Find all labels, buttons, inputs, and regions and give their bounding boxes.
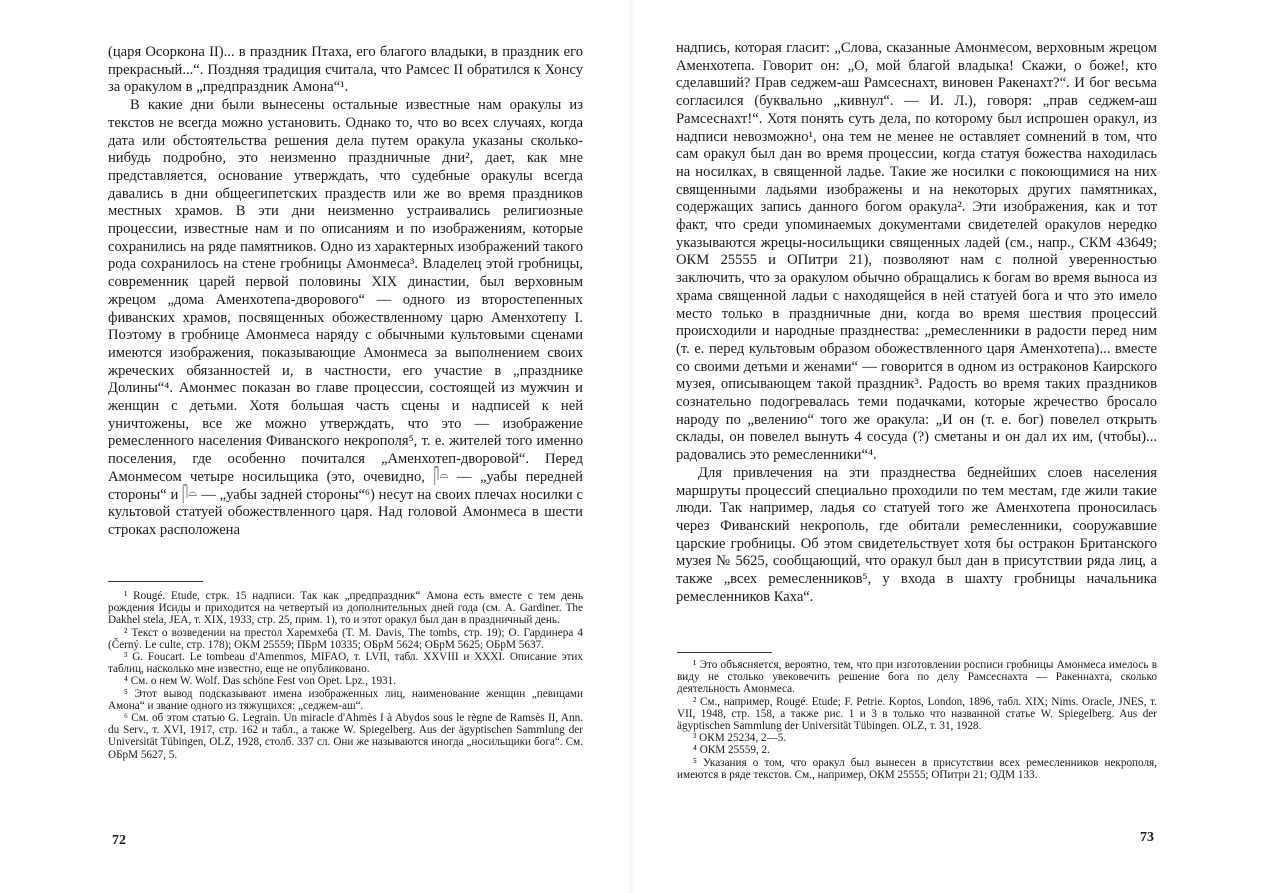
right-footnote-5: ⁵ Указания о том, что оракул был вынесен в присутствии всех ремесленников некрополя, имеются в ряде текстов. См., например, ОКМ 25555; ОПитри 21; ОДМ 133.: [677, 756, 1157, 781]
left-paragraph-2: В какие дни были вынесены остальные известные нам оракулы из текстов не всегда можно установить. Однако то, что во всех случаях, когда дата или обстоятельства решения дела путем оракула указаны сколько-нибудь подробно, это неизменно праздничные дни², дает, как мне представляется, основание утверждать, что судебные оракулы всегда давались в дни общеегипетских праздеств или же во время праздников местных храмов. В эти дни неизменно устраивались религиозные процессии, известные нам и по описаниям и по изображениям, которые сохранились на ряде памятников. Одно из характерных изображений такого рода сохранилось на стене гробницы Амонмеса³. Владелец этой гробницы, современник царей первой половины XIX династии, был верховным жрецом „дома Аменхотепа-дворового“ — одного из второстепенных фиванских храмов, посвященных обожествленному царю Аменхотепу I. Поэтому в гробнице Амонмеса наряду с обычными культовыми сценами имеются изображения, показывающие Амонмеса за выполнением своих жреческих обязанностей и, в частности, его участие в „празднике Долины“⁴. Амонмес показан во главе процессии, состоящей из мужчин и женщин с детьми. Хотя большая часть сцены и надписей к ней уничтожены, все же можно утверждать, что это — изображение ремесленного населения Фиванского некрополя⁵, т. е. жителей того именно поселения, где особенно почитался „Аменхотеп-дворовой“. Перед Амонмесом четыре носильщика (это, очевидно, 𓋴𓏏 — „уабы передней стороны“ и 𓋴𓏏 — „уабы задней стороны“⁶) несут на своих плечах носилки с культовой статуей обожествленного царя. Над головой Амонмеса в шести строках расположена: [108, 97, 583, 538]
left-footnote-5: ⁵ Этот вывод подсказывают имена изображенных лиц, наименование женщин „певицами Амона“ и звание одного из тяжущихся: „седжем-аш“.: [108, 687, 583, 712]
left-footnote-4: ⁴ См. о нем W. Wolf. Das schöne Fest von Opet. Lpz., 1931.: [124, 675, 397, 688]
right-footnote-4: ⁴ ОКМ 25559, 2.: [693, 744, 770, 757]
right-footnote-2: ² См., например, Rougé. Etude; F. Petrie. Koptos, London, 1896, табл. XIX; Nims. Oracle, JNES, т. VII, 1948, стр. 158, а также рис. 1 и 3 в только что названной статье W. Spiegelberg. Aus der ägyptischen Sammlung der Universität Tübingen. OLZ, т. 31, 1928.: [677, 695, 1157, 733]
right-paragraph-1: надпись, которая гласит: „Слова, сказанные Амонмесом, верховным жрецом Аменхотепа. Говорит он: „О, мой благой владыка! Скажи, о боже!, кто сделавший? Прав седжем-аш Рамсеснахт, виновен Ракенахт?“. И бог весьма согласился (буквально „кивнул“. — И. Л.), говоря: „прав седжем-аш Рамсеснахт!“. Хотя понять суть дела, по которому был испрошен оракул, из надписи невозможно¹, она тем не менее не оставляет сомнений в том, что сам оракул был дан во время процессии, когда статуя божества находилась на носилках, в священной ладье. Такие же носилки с покоющимися на них священными ладьями изображены и на некоторых других памятниках, содержащих запись данного богом оракула². Эти изображения, как и тот факт, что среди упоминаемых документами свидетелей оракулов нередко указываются жрецы-носильщики священных ладей (см., напр., СКМ 43649; ОКМ 25555 и ОПитри 21), позволяют нам с полной уверенностью заключить, что за оракулом обычно обращались к богам во время выноса из храма священной ладьи с находящейся в ней статуей бога и что это имело место только в праздничные дни, когда во время шествия процессий происходили и народные празднества: „ремесленники в радости перед ним (т. е. перед культовым образом обожествленного царя Аменхотепа)... вместе со своими детьми и женами“ — говорится в одном из остраконов Каирского музея, описывающем такой праздник³. Радость во время таких праздников сознательно подогревалась теми подачками, которые жречество бросало народу по „велению“ того же оракула: „И он (т. е. бог) повелел открыть склады, он повелел вынуть 4 сосуда (?) сметаны и он дал их им, (чтобы)... радовались это ремесленники“⁴.: [676, 40, 1157, 464]
left-footnotes: [108, 590, 583, 761]
left-page: [0, 0, 631, 893]
right-paragraph-2: Для привлечения на эти празднества беднейших слоев населения маршруты процессий специально проходили по тем местам, где жили такие люди. Так например, ладья со статуей того же Аменхотепа проносилась через Фиванский некрополь, где обитали ремесленники, сооружавшие царские гробницы. Об этом свидетельствует хотя бы остракон Британского музея № 5625, сообщающий, что оракул был дан в присутствии ряда лиц, а также „всех ремесленников⁵, у входа в шахту гробницы начальника ремесленников Каха“.: [676, 464, 1157, 605]
left-footnote-1: ¹ Rougé. Etude, стрк. 15 надписи. Так как „предпраздник“ Амона есть вместе с тем день рождения Исиды и приходится на четвертый из дополнительных дней года (см. A. Gardiner. The Dakhel stela, JEA, т. XIX, 1933, стр. 25, прим. 1), то и этот оракул был дан в праздничный день.: [108, 590, 583, 627]
right-footnote-1: ¹ Это объясняется, вероятно, тем, что при изготовлении росписи гробницы Амонмеса имелось в виду не столько увековечить решение бога по делу Рамсеснахта — Ракеннахта, сколько деятельность Амонмеса.: [677, 659, 1157, 696]
left-footnote-6: ⁶ См. об этом статью G. Legrain. Un miracle d'Ahmès I à Abydos sous le règne de Ramsès II, Ann. du Serv., т. XVI, 1917, стр. 162 и табл., а также W. Spiegelberg. Aus der ägyptischen Sammlung der Universität Tübingen, OLZ, 1928, столб. 337 сл. Они же называются иногда „носильщики бога“. См. ОБрМ 5627, 5.: [108, 712, 583, 761]
right-page-number: 73: [1140, 830, 1154, 845]
left-page-number: 72: [112, 833, 126, 848]
right-page: [631, 0, 1263, 893]
left-footnote-3: ³ G. Foucart. Le tombeau d'Amenmos, MIFAO, т. LVII, табл. XXVIII и XXXI. Описание этих таблиц, насколько мне известно, еще не опубликовано.: [108, 651, 583, 676]
right-footnote-rule: [677, 652, 772, 653]
right-footnote-3: ³ ОКМ 25234, 2—5.: [693, 732, 787, 745]
left-paragraph-1: (царя Осоркона II)... в праздник Птаха, его благого владыки, в праздник его прекрасный...“. Поздняя традиция считала, что Рамсес II обратился к Хонсу за оракулом в „предпраздник Амона“¹.: [108, 44, 583, 96]
left-footnote-rule: [108, 581, 203, 582]
right-body-text: [676, 40, 1157, 607]
left-footnote-2: ² Текст о возведении на престол Харемхеба (T. M. Davis, The tombs, стр. 19); О. Гардинера 4 (Černý. Le culte, стр. 178); OKM 25559; ПБрМ 10335; ОБрМ 5624; ОБрМ 5625; ОБрМ 5637.: [108, 626, 583, 651]
left-body-text: [108, 44, 583, 540]
right-footnotes: [677, 659, 1157, 781]
